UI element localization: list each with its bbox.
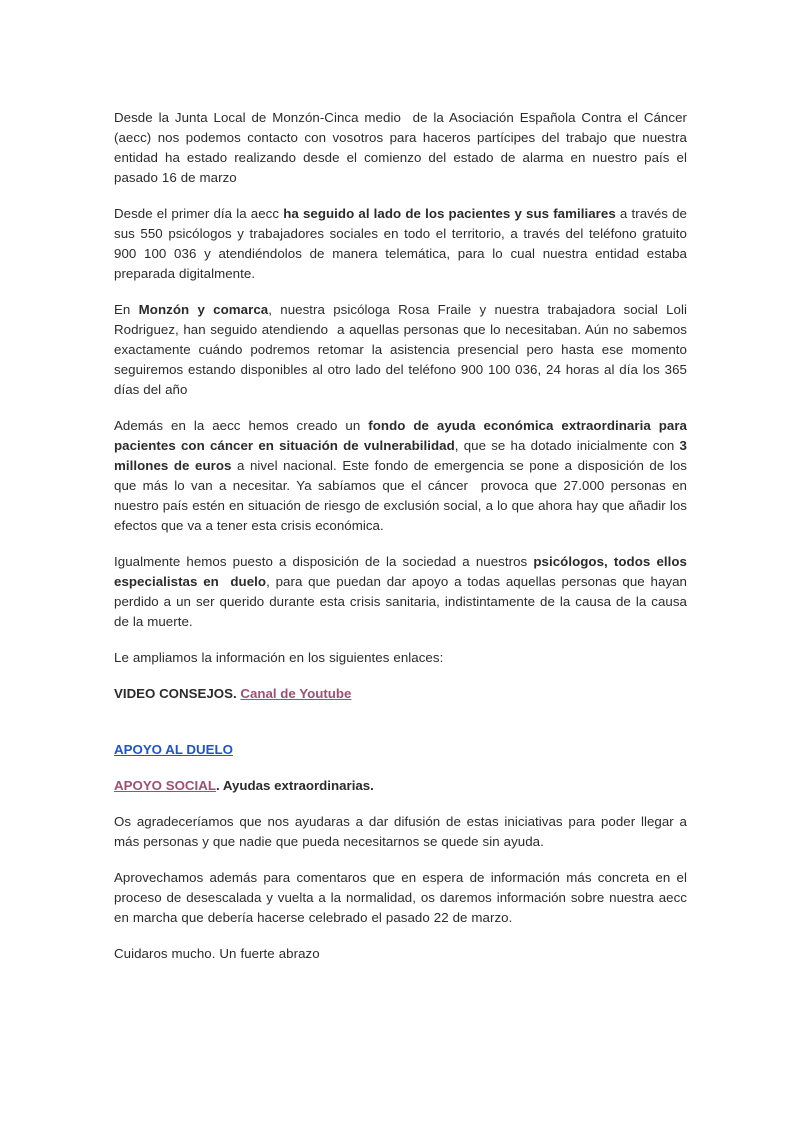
paragraph-emergency-fund bbox=[114, 416, 691, 536]
link-row-video-consejos bbox=[114, 684, 687, 704]
paragraph-emergency-fund-text-3: a nivel nacional. Este fondo de emergencia se pone a disposición de los que más lo van a necesitar. Ya sabíamos que el cáncer provoca que 27.000 personas en nuestro país estén en situación de riesgo de exclusión social, a lo que ahora hay que añadir los efectos que va a tener esta crisis económica. bbox=[114, 458, 691, 533]
apoyo-social-trailing-label: . Ayudas extraordinarias. bbox=[215, 778, 374, 793]
paragraph-share-request bbox=[114, 812, 687, 852]
paragraph-grief-psychologists bbox=[114, 552, 691, 632]
paragraph-intro-text: Desde la Junta Local de Monzón-Cinca medio de la Asociación Española Contra el Cáncer (aecc) nos podemos contacto con vosotros para haceros partícipes del trabajo que nuestra entidad ha estado realizando desde el comienzo del estado de alarma en nuestro país el pasado 16 de marzo bbox=[114, 110, 691, 185]
paragraph-monzon-text-1: En bbox=[114, 302, 139, 317]
paragraph-aecc-support-text-1: Desde el primer día la aecc bbox=[114, 206, 284, 221]
paragraph-emergency-fund-text-2: , que se ha dotado inicialmente con bbox=[454, 438, 680, 453]
link-apoyo-al-duelo[interactable]: APOYO AL DUELO bbox=[114, 742, 233, 757]
link-apoyo-social[interactable]: APOYO SOCIAL bbox=[114, 778, 216, 793]
paragraph-grief-psychologists-text-1: Igualmente hemos puesto a disposición de la sociedad a nuestros bbox=[114, 554, 534, 569]
paragraph-monzon-text-2: , nuestra psicóloga Rosa Fraile y nuestra trabajadora social Loli Rodriguez, han seguido atendiendo a aquellas personas que lo necesitaban. Aún no sabemos exactamente cuándo podremos retomar la asistencia presencial pero hasta ese momento seguiremos estando disponibles al otro lado del teléfono 900 100 036, 24 horas al día los 365 días del año bbox=[114, 302, 691, 397]
paragraph-grief-psychologists-text-2: , para que puedan dar apoyo a todas aquellas personas que hayan perdido a un ser querido durante esta crisis sanitaria, indistintamente de la causa de la causa de la muerte. bbox=[114, 574, 687, 629]
paragraph-aecc-support-text-2: a través de sus 550 psicólogos y trabajadores sociales en todo el territorio, a través del teléfono gratuito 900 100 036 y atendiéndolos de manera telemática, para lo cual nuestra entidad estaba preparada digitalmente. bbox=[114, 206, 687, 281]
link-row-apoyo-al-duelo bbox=[114, 740, 687, 760]
paragraph-deescalation bbox=[114, 868, 687, 928]
paragraph-aecc-support-bold: ha seguido al lado de los pacientes y sus familiares bbox=[283, 206, 616, 221]
video-consejos-label: VIDEO CONSEJOS. bbox=[114, 686, 237, 701]
link-row-apoyo-social bbox=[114, 776, 687, 796]
paragraph-share-request-text: Os agradeceríamos que nos ayudaras a dar difusión de estas iniciativas para poder llegar a más personas y que nadie que pueda necesitarnos se quede sin ayuda. bbox=[114, 814, 687, 849]
paragraph-monzon-bold: Monzón y comarca bbox=[138, 302, 269, 317]
paragraph-emergency-fund-bold-2: 3 millones de euros bbox=[114, 438, 687, 473]
paragraph-monzon bbox=[114, 300, 691, 400]
paragraph-emergency-fund-bold-1: fondo de ayuda económica extraordinaria para pacientes con cáncer en situación de vulnerabilidad bbox=[114, 418, 687, 453]
paragraph-deescalation-text: Aprovechamos además para comentaros que en espera de información más concreta en el proceso de desescalada y vuelta a la normalidad, os daremos información sobre nuestra aecc en marcha que debería hacerse celebrado el pasado 22 de marzo. bbox=[114, 870, 687, 925]
document-body bbox=[114, 108, 691, 980]
paragraph-links-intro bbox=[114, 648, 687, 668]
paragraph-links-intro-text: Le ampliamos la información en los siguientes enlaces: bbox=[114, 650, 444, 665]
paragraph-closing-text: Cuidaros mucho. Un fuerte abrazo bbox=[114, 946, 320, 961]
link-canal-de-youtube[interactable]: Canal de Youtube bbox=[240, 686, 352, 701]
paragraph-emergency-fund-text-1: Además en la aecc hemos creado un bbox=[114, 418, 369, 433]
paragraph-grief-psychologists-bold: psicólogos, todos ellos especialistas en duelo bbox=[114, 554, 691, 589]
paragraph-intro bbox=[114, 108, 691, 188]
paragraph-closing bbox=[114, 944, 687, 964]
paragraph-aecc-support bbox=[114, 204, 687, 284]
links-spacer bbox=[114, 720, 687, 740]
